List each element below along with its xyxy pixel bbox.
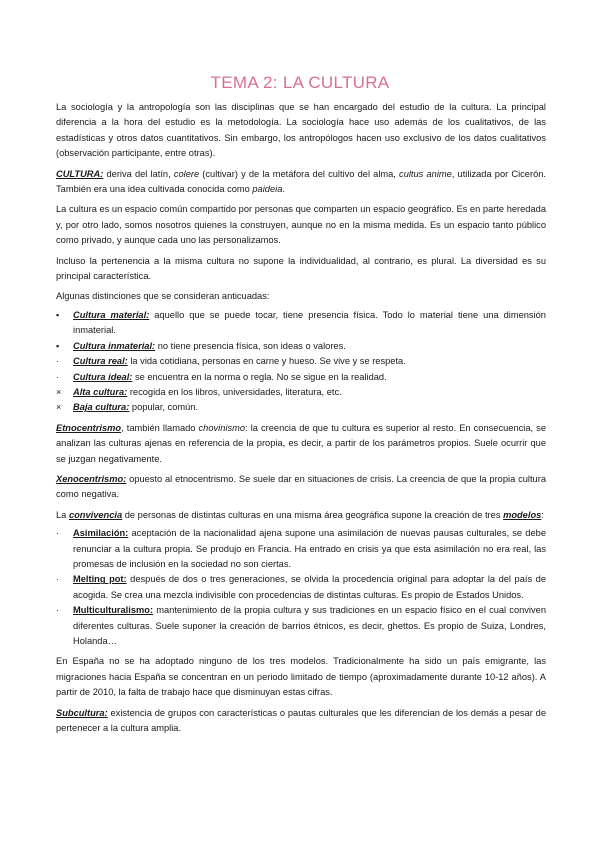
page-title: TEMA 2: LA CULTURA — [210, 73, 390, 92]
cross-bullet-icon: × — [56, 402, 62, 413]
square-bullet-icon: ▪ — [56, 309, 60, 320]
list-item-term: Asimilación: — [73, 528, 129, 539]
list-item-term: Cultura inmaterial: — [73, 340, 156, 351]
list-item-term: Cultura real: — [73, 356, 128, 367]
list-item — [56, 339, 546, 354]
list-item-term: Melting pot: — [73, 574, 127, 585]
cultura-text-1: deriva del latín, — [103, 168, 174, 179]
chovinismo-word: chovinismo — [198, 422, 246, 433]
list-item — [56, 400, 546, 415]
distinciones-intro: Algunas distinciones que se consideran anticuadas: — [56, 291, 270, 302]
dot-bullet-icon: · — [56, 574, 59, 585]
subcultura-paragraph — [56, 706, 546, 737]
list-item — [56, 572, 546, 603]
dot-bullet-icon: · — [56, 605, 59, 616]
list-item-text: después de dos o tres generaciones, se olvida la procedencia original para adoptar la del país de acogida. Se crea una mezcla indivisible con procedencias de distintas culturas. Es propio de Estados Unidos. — [73, 574, 546, 600]
espacio-paragraph: La cultura es un espacio común compartido por personas que comparten un espacio geográfico. Es en parte heredada y, por otro lado, somos nosotros quienes la construyen, aunque no en la misma medida. Es un espacio tanto público como privado, y aunque cada uno las personalizamos. — [56, 204, 546, 246]
xenocentrismo-paragraph — [56, 472, 546, 503]
xenocentrismo-text: opuesto al etnocentrismo. Se suele dar en situaciones de crisis. La creencia de que la propia cultura como negativa. — [56, 473, 546, 500]
list-item — [56, 526, 546, 572]
modelos-term: modelos — [503, 509, 542, 520]
list-item-term: Multiculturalismo: — [73, 605, 154, 616]
list-item-term: Cultura material: — [73, 309, 150, 320]
paideia-word: paideia — [252, 184, 283, 195]
cultura-term: CULTURA: — [56, 168, 104, 179]
subcultura-term: Subcultura: — [56, 707, 108, 718]
list-item-text: popular, común. — [129, 402, 199, 413]
list-item-text: aquello que se puede tocar, tiene presencia física. Todo lo material tiene una dimensión inmaterial. — [73, 309, 546, 336]
colere-word: colere — [173, 168, 200, 179]
convivencia-text-1: La — [56, 509, 69, 520]
list-item-text: mantenimiento de la propia cultura y sus tradiciones en un espacio físico en el cual conviven diferentes culturas. Suele suponer la creación de barrios étnicos, es decir, ghettos. Es propio de Suiza, Londres, Holanda… — [73, 605, 546, 646]
square-bullet-icon: ▪ — [56, 340, 60, 351]
list-item-term: Baja cultura: — [73, 402, 130, 413]
list-item-text: aceptación de la nacionalidad ajena supone una asimilación de nuevas pausas culturales, se debe renunciar a la cultura propia. Se produjo en Francia. Ha entrado en crisis ya que esta asimilación no era real, las promesas de inclusión en la sociedad no son ciertas. — [73, 528, 546, 569]
list-item-term: Cultura ideal: — [73, 371, 133, 382]
dot-bullet-icon: · — [56, 528, 59, 539]
convivencia-text-2: de personas de distintas culturas en una misma área geográfica supone la creación de tres — [122, 509, 504, 520]
dot-bullet-icon: · — [56, 356, 59, 367]
dot-bullet-icon: · — [56, 371, 59, 382]
cultus-anime-word: cultus anime — [399, 168, 452, 179]
subcultura-text: existencia de grupos con características o pautas culturales que les diferencian de los demás a pesar de pertenecer a la cultura amplia. — [56, 707, 546, 734]
espana-paragraph: En España no se ha adoptado ninguno de los tres modelos. Tradicionalmente ha sido un país emigrante, las migraciones hacia España se concentran en un periodo limitado de tiempo (aproximadamente durante 10-12 años). A partir de 2010, la falta de trabajo hace que disminuyan estas cifras. — [56, 656, 546, 698]
list-item — [56, 308, 546, 339]
modelos-list — [56, 526, 546, 649]
document-body — [56, 100, 546, 741]
pertenencia-paragraph: Incluso la pertenencia a la misma cultura no supone la individualidad, al contrario, es plural. La diversidad es su principal característica. — [56, 255, 546, 282]
cultura-definition — [56, 167, 546, 198]
list-item-text: recogida en los libros, universidades, literatura, etc. — [127, 386, 342, 397]
list-item-text: no tiene presencia física, son ideas o valores. — [155, 340, 346, 351]
etnocentrismo-text-1: , también llamado — [121, 422, 199, 433]
convivencia-term: convivencia — [68, 509, 123, 520]
cross-bullet-icon: × — [56, 386, 62, 397]
cultura-text-3: , utilizada por Cicerón. También era una idea cultivada conocida como — [56, 168, 546, 195]
cultura-text-2: (cultivar) y de la metáfora del cultivo del alma, — [199, 168, 400, 179]
list-item — [56, 354, 546, 369]
list-item — [56, 370, 546, 385]
list-item — [56, 603, 546, 649]
etnocentrismo-paragraph — [56, 421, 546, 467]
convivencia-paragraph — [56, 508, 546, 523]
distinciones-list — [56, 308, 546, 416]
list-item-text: la vida cotidiana, personas en carne y hueso. Se vive y se respeta. — [127, 356, 406, 367]
list-item-text: se encuentra en la norma o regla. No se sigue en la realidad. — [132, 371, 387, 382]
xenocentrismo-term: Xenocentrismo: — [56, 473, 127, 484]
list-item-term: Alta cultura: — [73, 386, 128, 397]
list-item — [56, 385, 546, 400]
etnocentrismo-term: Etnocentrismo — [56, 422, 122, 433]
cultura-text-4: . — [282, 184, 285, 195]
etnocentrismo-text-2: : la creencia de que tu cultura es superior al resto. En consecuencia, se analizan las culturas ajenas en referencia de la propia, es decir, a partir de los parámetros propios. Suele ocurrir que se juzgan negativamente. — [56, 422, 546, 464]
intro-paragraph: La sociología y la antropología son las disciplinas que se han encargado del estudio de la cultura. La principal diferencia a la hora del estudio es la metodología. La sociología hace uso además de los cualitativos, de las estadísticas y otros datos cuantitativos. Sin embargo, los antropólogos hacen uso exclusivo de los datos cualitativos (observación participante, entre otras). — [56, 102, 546, 159]
convivencia-text-3: : — [541, 509, 544, 520]
